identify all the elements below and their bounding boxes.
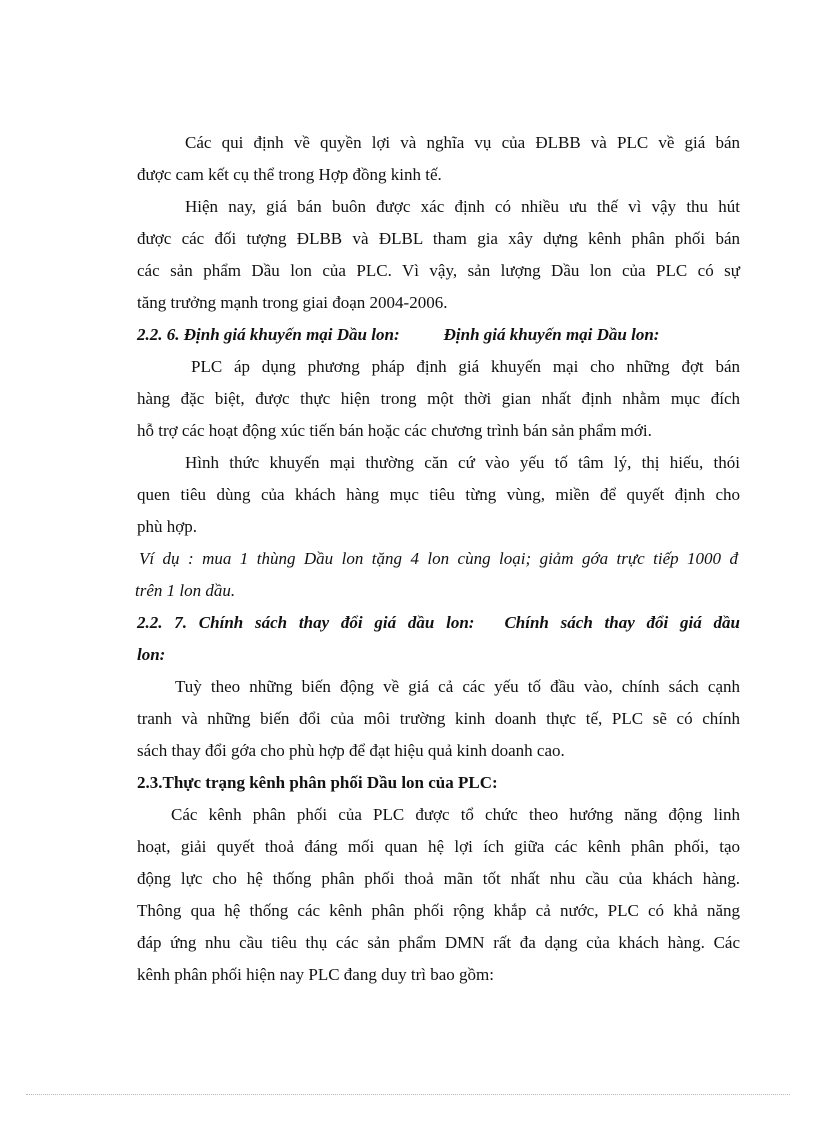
text-line: đáp ứng nhu cầu tiêu thụ các sản phẩm DMN rất đa dạng của khách hàng. Các bbox=[137, 933, 740, 952]
heading-line bbox=[137, 607, 740, 639]
example-paragraph bbox=[135, 543, 738, 607]
text-line: hỗ trợ các hoạt động xúc tiến bán hoặc các chương trình bán sản phẩm mới. bbox=[137, 421, 652, 440]
text-line: Thông qua hệ thống các kênh phân phối rộng khắp cả nước, PLC có khả năng bbox=[137, 901, 740, 920]
heading-number-title: 2.2. 7. Chính sách thay đổi giá dầu lon: bbox=[137, 613, 475, 632]
text-line: được các đối tượng ĐLBB và ĐLBL tham gia xây dựng kênh phân phối bán bbox=[137, 229, 740, 248]
paragraph bbox=[137, 191, 740, 319]
text-line: phù hợp. bbox=[137, 517, 197, 536]
text-line: được cam kết cụ thể trong Hợp đồng kinh tế. bbox=[137, 165, 442, 184]
text-line: hàng đặc biệt, được thực hiện trong một thời gian nhất định nhằm mục đích bbox=[137, 389, 740, 408]
text-line: kênh phân phối hiện nay PLC đang duy trì bao gồm: bbox=[137, 965, 494, 984]
section-heading: 2.3.Thực trạng kênh phân phối Dầu lon của PLC: bbox=[137, 773, 498, 792]
heading-line: lon: bbox=[137, 645, 166, 664]
footer-divider bbox=[26, 1094, 790, 1095]
text-line: Ví dụ : mua 1 thùng Dầu lon tặng 4 lon cùng loại; giảm gớa trực tiếp 1000 đ bbox=[139, 549, 738, 568]
text-line: sách thay đổi gớa cho phù hợp để đạt hiệu quả kinh doanh cao. bbox=[137, 741, 565, 760]
paragraph bbox=[137, 799, 740, 991]
text-line: hoạt, giải quyết thoả đáng mối quan hệ lợi ích giữa các kênh phân phối, tạo bbox=[137, 837, 740, 856]
section-heading bbox=[137, 607, 740, 671]
paragraph bbox=[137, 127, 740, 191]
text-line: trên 1 lon dầu. bbox=[135, 581, 236, 600]
text-line: tăng trưởng mạnh trong giai đoạn 2004-2006. bbox=[137, 293, 448, 312]
heading-title-repeat: Chính sách thay đổi giá dầu bbox=[504, 613, 740, 632]
paragraph bbox=[137, 671, 740, 767]
text-line: Tuỳ theo những biến động về giá cả các yếu tố đầu vào, chính sách cạnh bbox=[175, 677, 740, 696]
text-line: Các kênh phân phối của PLC được tổ chức theo hướng năng động linh bbox=[171, 805, 740, 824]
text-line: PLC áp dụng phương pháp định giá khuyến mại cho những đợt bán bbox=[191, 357, 740, 376]
document-body bbox=[137, 127, 740, 991]
heading-title-repeat: Định giá khuyến mại Dầu lon: bbox=[443, 325, 660, 344]
section-heading bbox=[137, 319, 740, 351]
paragraph bbox=[137, 447, 740, 543]
heading-number-title: 2.2. 6. Định giá khuyến mại Dầu lon: bbox=[137, 325, 400, 344]
text-line: tranh và những biến đổi của môi trường kinh doanh thực tế, PLC sẽ có chính bbox=[137, 709, 740, 728]
text-line: Các qui định về quyền lợi và nghĩa vụ của ĐLBB và PLC về giá bán bbox=[185, 133, 740, 152]
text-line: quen tiêu dùng của khách hàng mục tiêu từng vùng, miền để quyết định cho bbox=[137, 485, 740, 504]
text-line: Hiện nay, giá bán buôn được xác định có nhiều ưu thế vì vậy thu hút bbox=[185, 197, 740, 216]
text-line: Hình thức khuyến mại thường căn cứ vào yếu tố tâm lý, thị hiếu, thói bbox=[185, 453, 740, 472]
text-line: các sản phẩm Dầu lon của PLC. Vì vậy, sản lượng Dầu lon của PLC có sự bbox=[137, 261, 740, 280]
text-line: động lực cho hệ thống phân phối thoả mãn tốt nhất nhu cầu của khách hàng. bbox=[137, 869, 740, 888]
paragraph bbox=[137, 351, 740, 447]
